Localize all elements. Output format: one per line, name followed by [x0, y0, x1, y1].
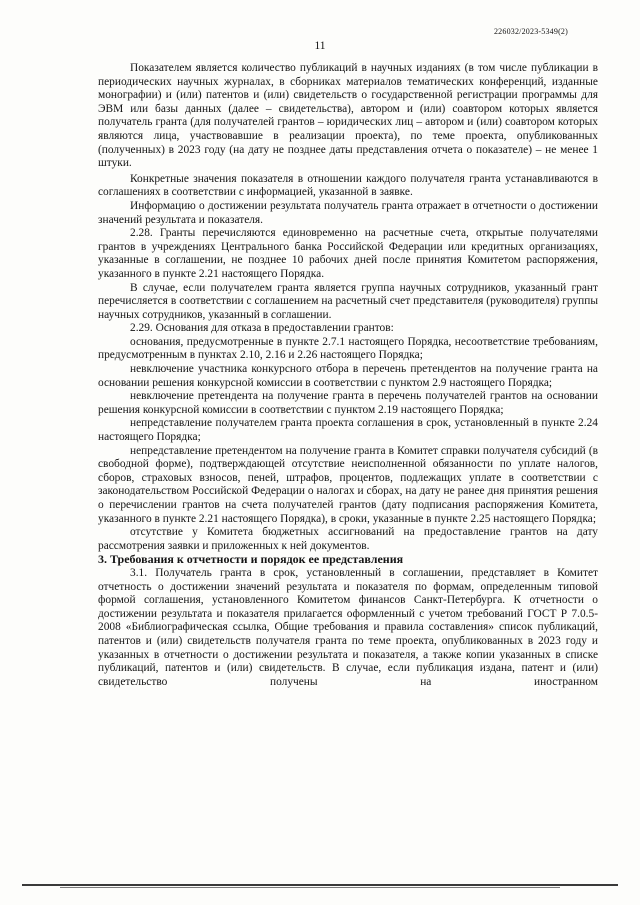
paragraph-refusal-basis-1: основания, предусмотренные в пункте 2.7.1 настоящего Порядка, несоответствие требованиям, предусмотренным в пунктах 2.10, 2.16 и 2.26 настоящего Порядка;: [98, 335, 598, 362]
section-title: 3. Требования к отчетности и порядок ее представления: [98, 552, 404, 567]
paragraph-refusal-basis-3: невключение претендента на получение гранта в перечень получателей грантов на основании решения конкурсной комиссии в соответствии с пунктом 2.19 настоящего Порядка;: [98, 390, 598, 416]
scan-edge-line: [22, 884, 618, 886]
paragraph-refusal-basis-4: непредставление получателем гранта проекта соглашения в срок, установленный в пункте 2.24 настоящего Порядка;: [98, 417, 598, 444]
paragraph-refusal-basis-6: отсутствие у Комитета бюджетных ассигнований на предоставление грантов на дату рассмотрения заявки и приложенных к ней документов.: [98, 526, 598, 552]
paragraph-indicator-definition: Показателем является количество публикаций в научных изданиях (в том числе публикации в периодических научных журналах, в сборниках материалов тематических конференций, изданные монографии) и (или) патентов и (или) свидетельств о государственной регистрации программы для ЭВМ или базы данных (далее – свидетельства), автором и (или) соавтором которых является получатель гранта (для получателей грантов – юридических лиц – автором и (или) соавтором которых являются лица, участвовавшие в реализации проекта), по теме проекта, опубликованных (полученных) в 2023 году (на дату не позднее даты представления отчета о показателе) – не менее 1 штуки.: [98, 62, 598, 170]
paragraph-result-reporting: Информацию о достижении результата получатель гранта отражает в отчетности о достижении значений результата и показателя.: [98, 199, 598, 226]
paragraph-2-28: 2.28. Гранты перечисляются единовременно на расчетные счета, открытые получателями грантов в учреждениях Центрального банка Российской Федерации или кредитных организациях, указанные в соглашении, не позднее 10 рабочих дней после принятия Комитетом распоряжения, указанного в пункте 2.21 настоящего Порядка.: [98, 227, 598, 280]
paragraph-group-grant: В случае, если получателем гранта является группа научных сотрудников, указанный грант перечисляется в соответствии с соглашением на расчетный счет представителя (руководителя) группы научных сотрудников, указанный в соглашении.: [98, 281, 598, 321]
paragraph-indicator-values: Конкретные значения показателя в отношении каждого получателя гранта устанавливаются в соглашениях в соответствии с информацией, указанной в заявке.: [98, 172, 598, 199]
document-id: 226032/2023-5349(2): [493, 27, 568, 36]
paragraph-3-1: 3.1. Получатель гранта в срок, установленный в соглашении, представляет в Комитет отчетность о достижении значений результата и показателя по формам, определенным типовой формой соглашения, установленного Комитетом финансов Санкт-Петербурга. К отчетности о достижении результата и показателя прилагается оформленный с учетом требований ГОСТ Р 7.0.5-2008 «Библиографическая ссылка, Общие требования и правила составления» список публикаций, патентов и (или) свидетельств получателя гранта по теме проекта, опубликованных в 2023 году и указанных в отчетности о достижении результата и показателя, а также копии указанных в списке публикаций, патентов и (или) свидетельств. В случае, если публикация издана, патент и (или) свидетельство получены на иностранном: [98, 566, 598, 688]
paragraph-2-29: 2.29. Основания для отказа в предоставлении грантов:: [130, 322, 394, 335]
scan-edge-line-secondary: [60, 887, 560, 888]
document-body: [98, 62, 598, 689]
page-number: 11: [314, 40, 326, 52]
paragraph-refusal-basis-5: непредставление претендентом на получение гранта в Комитет справки получателя субсидий (в свободной форме), подтверждающей отсутствие неисполненной обязанности по уплате налогов, сборов, страховых взносов, пеней, штрафов, процентов, подлежащих уплате в соответствии с законодательством Российской Федерации о налогах и сборах, на дату не ранее дня принятия решения о перечислении грантов на счета получателей грантов (дату подписания распоряжения Комитета, указанного в пункте 2.21 настоящего Порядка), в сроки, указанные в пункте 2.25 настоящего Порядка;: [98, 444, 598, 525]
paragraph-refusal-basis-2: невключение участника конкурсного отбора в перечень претендентов на получение гранта на основании решения конкурсной комиссии в соответствии с пунктом 2.9 настоящего Порядка;: [98, 363, 598, 389]
